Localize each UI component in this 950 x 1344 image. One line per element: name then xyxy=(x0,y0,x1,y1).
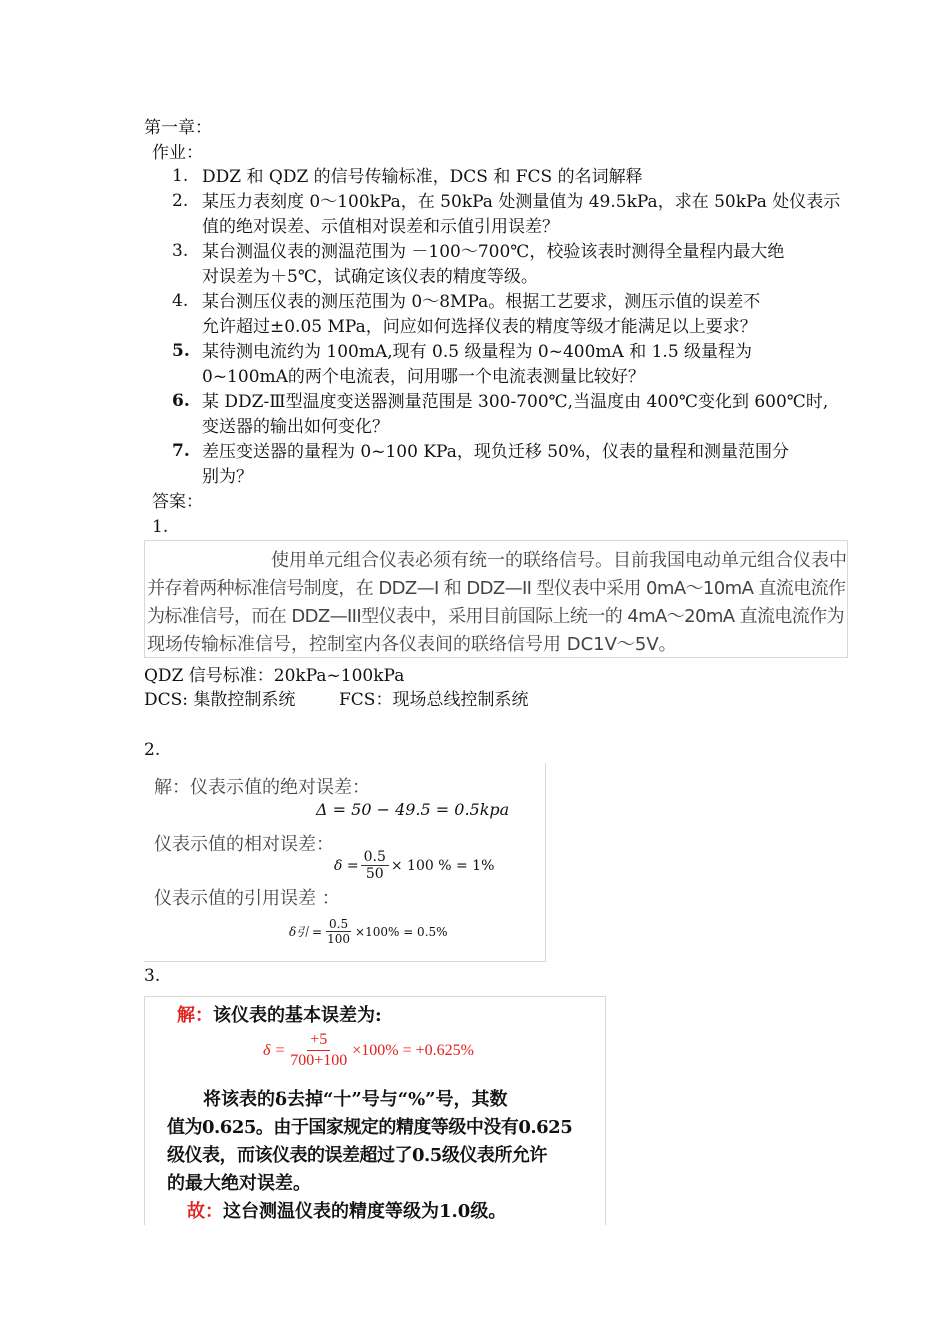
answer-2-number: 2. xyxy=(144,740,161,760)
question-text: 某待测电流约为 100mA,现有 0.5 级量程为 0~400mA 和 1.5 级量程为 xyxy=(202,342,753,362)
question-text-cont: 0~100mA的两个电流表，问用哪一个电流表测量比较好？ xyxy=(202,367,645,387)
question-text: 某 DDZ-Ⅲ型温度变送器测量范围是 300-700℃,当温度由 400℃变化到 600℃时, xyxy=(202,392,829,412)
question-text-cont: 值的绝对误差、示值相对误差和示值引用误差？ xyxy=(202,217,559,237)
answer-3-line: 的最大绝对误差。 xyxy=(167,1173,311,1194)
fraction xyxy=(361,849,389,882)
chapter-heading: 第一章： xyxy=(144,118,212,138)
question-text: 某台测压仪表的测压范围为 0～8MPa。根据工艺要求，测压示值的误差不 xyxy=(202,292,761,312)
numerator: 0.5 xyxy=(361,849,389,866)
denominator: 700+100 xyxy=(290,1052,348,1069)
relative-error-equation xyxy=(334,849,494,882)
answer-2-image xyxy=(144,763,546,962)
answer-1-line: 使用单元组合仪表必须有统一的联络信号。目前我国电动单元组合仪表中 xyxy=(271,550,847,571)
numerator: +5 xyxy=(307,1030,330,1051)
question-text: 差压变送器的量程为 0~100 KPa，现负迁移 50%，仪表的量程和测量范围分 xyxy=(202,442,790,462)
answer-2-line: 仪表示值的相对误差： xyxy=(154,834,334,855)
question-number: 7. xyxy=(172,441,190,461)
homework-label: 作业： xyxy=(152,143,203,163)
equation-rhs: × 100 % = 1% xyxy=(390,857,495,874)
fraction xyxy=(324,917,353,946)
question-text-cont: 允许超过±0.05 MPa，问应如何选择仪表的精度等级才能满足以上要求？ xyxy=(202,317,757,337)
qdz-standard: QDZ 信号标准：20kPa~100kPa xyxy=(144,666,405,686)
answer-3-line: 将该表的δ去掉“十”号与“%”号，其数 xyxy=(203,1089,508,1110)
question-number: 4. xyxy=(172,291,189,311)
answer-3-conclusion xyxy=(187,1197,506,1223)
answer-1-line: 为标准信号，而在 DDZ—III型仪表中，采用目前国际上统一的 4mA～20mA 直流电流作为 xyxy=(147,606,844,627)
question-number: 1. xyxy=(172,166,189,186)
equation-rhs: ×100% = +0.625% xyxy=(352,1041,474,1059)
equation-lhs: δ = xyxy=(334,857,359,874)
equation-lhs: δ = xyxy=(263,1041,286,1059)
equation-lhs: δ引 = xyxy=(289,925,323,939)
answer-1-image xyxy=(144,540,848,658)
dcs-definition: DCS: 集散控制系统 xyxy=(144,690,296,710)
answer-3-heading xyxy=(177,1001,382,1027)
question-text: DDZ 和 QDZ 的信号传输标准，DCS 和 FCS 的名词解释 xyxy=(202,167,643,187)
answer-3-line: 该仪表的基本误差为: xyxy=(213,1005,382,1026)
question-number: 5. xyxy=(172,341,190,361)
answer-3-line: 级仪表，而该仪表的误差超过了0.5级仪表所允许 xyxy=(167,1145,547,1166)
question-text-cont: 对误差为＋5℃，试确定该仪表的精度等级。 xyxy=(202,267,538,287)
equation-rhs: ×100% = 0.5% xyxy=(355,924,448,939)
reference-error-equation xyxy=(289,917,448,946)
denominator: 50 xyxy=(365,866,384,882)
basic-error-equation xyxy=(263,1030,474,1071)
numerator: 0.5 xyxy=(326,917,351,932)
answer-1-line: 现场传输标准信号，控制室内各仪表间的联络信号用 DC1V～5V。 xyxy=(147,634,677,655)
question-text: 某台测温仪表的测温范围为 －100～700℃，校验该表时测得全量程内最大绝 xyxy=(202,242,785,262)
therefore-label: 故： xyxy=(187,1201,223,1222)
fraction xyxy=(287,1030,350,1071)
question-text: 某压力表刻度 0～100kPa，在 50kPa 处测量值为 49.5kPa，求在 50kPa 处仪表示 xyxy=(202,192,841,212)
answer-3-image xyxy=(144,996,606,1225)
answer-3-number: 3. xyxy=(144,966,161,986)
absolute-error-equation: Δ = 50 − 49.5 = 0.5kpa xyxy=(316,800,510,819)
answer-2-line: 解：仪表示值的绝对误差： xyxy=(154,777,370,798)
question-text-cont: 别为？ xyxy=(202,467,253,487)
question-number: 3. xyxy=(172,241,189,261)
question-number: 2. xyxy=(172,191,189,211)
answer-3-line: 值为0.625。由于国家规定的精度等级中没有0.625 xyxy=(167,1117,573,1138)
conclusion-text: 这台测温仪表的精度等级为1.0级。 xyxy=(223,1201,507,1222)
question-text-cont: 变送器的输出如何变化？ xyxy=(202,417,389,437)
solution-label: 解： xyxy=(177,1005,213,1026)
denominator: 100 xyxy=(327,932,351,946)
answer-1-line: 并存着两种标准信号制度，在 DDZ—I 和 DDZ—II 型仪表中采用 0mA～10mA 直流电流作 xyxy=(147,578,846,599)
answers-label: 答案： xyxy=(152,492,203,512)
fcs-definition: FCS：现场总线控制系统 xyxy=(339,690,529,710)
answer-1-number: 1. xyxy=(152,517,169,537)
question-number: 6. xyxy=(172,391,190,411)
answer-2-line: 仪表示值的引用误差 ： xyxy=(154,888,340,909)
